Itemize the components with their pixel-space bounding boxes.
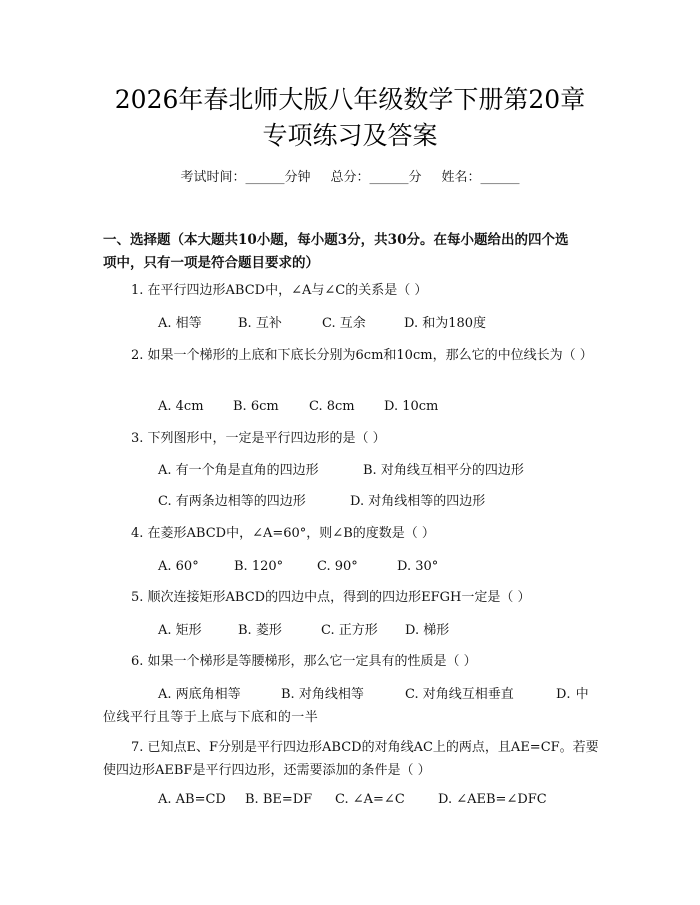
option-d: D. 10cm xyxy=(384,399,439,414)
option-a: A. AB=CD xyxy=(158,792,226,807)
option-b: B. BE=DF xyxy=(245,792,313,807)
question-1: 1. 在平行四边形ABCD中，∠A与∠C的关系是（ ） xyxy=(131,283,428,298)
option-c: C. 正方形 xyxy=(321,623,378,638)
option-b: B. 对角线相等 xyxy=(281,687,364,702)
option-a: A. 60° xyxy=(158,559,199,574)
option-b: B. 互补 xyxy=(238,316,282,331)
page-subtitle: 专项练习及答案 xyxy=(262,121,438,150)
question-3-options-row2 xyxy=(158,490,485,513)
option-b: B. 菱形 xyxy=(238,623,282,638)
option-c: C. 有两条边相等的四边形 xyxy=(158,494,306,509)
option-b: B. 120° xyxy=(234,559,284,574)
option-d: D. 中位线平行且等于上底与下底和的一半 xyxy=(103,687,590,725)
option-b: B. 对角线互相平分的四边形 xyxy=(363,463,524,478)
question-3: 3. 下列图形中，一定是平行四边形的是（ ） xyxy=(131,431,386,446)
option-c: C. ∠A=∠C xyxy=(335,792,405,807)
total-score-field: 总分：______分 xyxy=(330,170,422,185)
page-title: 2026年春北师大版八年级数学下册第20章 xyxy=(114,85,586,114)
option-a: A. 矩形 xyxy=(158,623,202,638)
question-1-options xyxy=(158,312,486,335)
student-name-field: 姓名：______ xyxy=(441,170,520,185)
option-d: D. 和为180度 xyxy=(404,316,487,331)
question-7-options xyxy=(158,788,547,811)
question-7: 7. 已知点E、F分别是平行四边形ABCD的对角线AC上的两点，且AE=CF。若要使四边形AEBF是平行四边形，还需要添加的条件是（ ） xyxy=(103,740,599,778)
exam-info-line xyxy=(0,169,700,187)
option-a: A. 相等 xyxy=(158,316,202,331)
option-b: B. 6cm xyxy=(233,399,279,414)
question-2-options xyxy=(158,395,438,418)
question-6: 6. 如果一个梯形是等腰梯形，那么它一定具有的性质是（ ） xyxy=(131,654,477,669)
option-c: C. 8cm xyxy=(309,399,355,414)
question-4-options xyxy=(158,555,438,578)
option-d: D. ∠AEB=∠DFC xyxy=(438,792,547,807)
question-5: 5. 顺次连接矩形ABCD的四边中点，得到的四边形EFGH一定是（ ） xyxy=(131,590,531,605)
question-2: 2. 如果一个梯形的上底和下底长分别为6cm和10cm，那么它的中位线长为（ ） xyxy=(131,348,593,363)
question-5-options xyxy=(158,619,449,642)
option-a: A. 两底角相等 xyxy=(158,687,241,702)
question-3-options-row1 xyxy=(158,459,524,482)
option-a: A. 4cm xyxy=(158,399,204,414)
option-d: D. 30° xyxy=(397,559,439,574)
question-6-options xyxy=(103,683,600,729)
section-heading: 一、选择题（本大题共10小题，每小题3分，共30分。在每小题给出的四个选 xyxy=(103,232,569,248)
question-4: 4. 在菱形ABCD中，∠A=60°，则∠B的度数是（ ） xyxy=(131,526,435,541)
section-heading-cont: 项中，只有一项是符合题目要求的） xyxy=(103,255,319,271)
option-c: C. 90° xyxy=(317,559,358,574)
option-d: D. 梯形 xyxy=(405,623,450,638)
option-c: C. 互余 xyxy=(322,316,366,331)
option-c: C. 对角线互相垂直 xyxy=(405,687,514,702)
option-d: D. 对角线相等的四边形 xyxy=(350,494,486,509)
option-a: A. 有一个角是直角的四边形 xyxy=(158,463,319,478)
exam-time-field: 考试时间：______分钟 xyxy=(180,170,311,185)
